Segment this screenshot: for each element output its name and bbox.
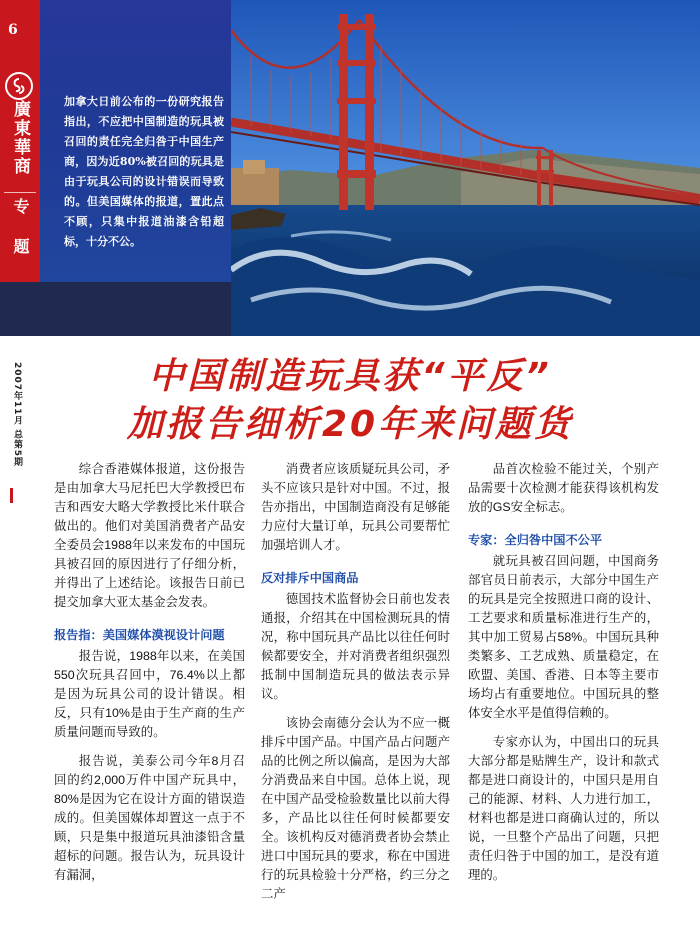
header-dark-band [0, 282, 231, 336]
paragraph: 品首次检验不能过关，个别产品需要十次检测才能获得该机构发放的GS安全标志。 [468, 462, 659, 514]
headline-line-1: 中国制造玩具获“平反” [148, 356, 552, 397]
magazine-logo-icon [5, 72, 33, 100]
page-number: 6 [8, 22, 18, 38]
paragraph: 专家亦认为，中国出口的玩具大部分都是贴牌生产，设计和款式都是进口商设计的，中国只是用自己的能源、材料、人力进行加工，材料也都是进口商确认过的，所以说，一旦整个产品出了问题，只把责任归咎于中国的加工，是没有道理的。 [468, 735, 659, 882]
side-marker [10, 488, 13, 503]
section-heading: 专家：全归咎中国不公平 [468, 533, 603, 547]
article-column-2 [261, 460, 450, 904]
paragraph: 报告说，1988年以来，在美国550次玩具召回中，76.4%以上都是因为玩具公司的设计错误。相反，只有10%是由于生产商的生产质量问题而导致的。 [54, 649, 245, 739]
magazine-name: 廣東華商 [10, 100, 30, 176]
golden-gate-bridge-photo [231, 0, 700, 336]
paragraph: 该协会南德分会认为不应一概排斥中国产品。中国产品占问题产品的比例之所以偏高，是因为大部分消费品来自中国。总体上说，现在中国产品受检验数量比以前大得多，产品比以往任何时候都要安全。该机构反对德消费者协会禁止进口中国玩具的要求，称在中国进行的玩具检验十分严格，约三分之二产 [261, 716, 450, 901]
strip-divider [4, 192, 36, 193]
paragraph: 德国技术监督协会日前也发表通报，介绍其在中国检测玩具的情况，称中国玩具产品比以往任何时候都要安全，并对消费者组织强烈抵制中国制造玩具的做法表示异议。 [261, 592, 450, 701]
headline-line-2: 加报告细析20年来问题货 [126, 404, 574, 445]
paragraph: 报告说，美泰公司今年8月召回的约2,000万件中国产玩具中，80%是因为它在设计方面的错误造成的。但美国媒体却置这一点于不顾，只是集中报道玩具油漆铅含量超标的问题。报告认为，玩具设计有漏洞， [54, 754, 245, 882]
issue-date-meta: 2007年11月 总第5期 [12, 362, 22, 467]
paragraph: 就玩具被召回问题，中国商务部官员日前表示，大部分中国生产的玩具是完全按照进口商的设计、工艺要求和质量标准进行生产的，其中加工贸易占58%。中国玩具种类繁多、工艺成熟、质量稳定，在欧盟、美国、香港、日本等主要市场均占有重要地位。中国玩具的整体安全水平是值得信赖的。 [468, 554, 659, 720]
paragraph: 综合香港媒体报道，这份报告是由加拿大马尼托巴大学教授巴布吉和西安大略大学教授比米什联合做出的。他们对美国消费者产品安全委员会1988年以来发布的中国玩具被召回的原因进行了仔细分析，并得出了上述结论。该报告日前已提交加拿大亚太基金会发表。 [54, 462, 245, 609]
article-column-3 [468, 460, 659, 885]
column-tag: 专题 [11, 198, 30, 278]
section-heading: 报告指：美国媒体漠视设计问题 [54, 628, 225, 642]
article-column-1 [54, 460, 245, 885]
section-heading: 反对排斥中国商品 [261, 571, 359, 585]
paragraph: 消费者应该质疑玩具公司，矛头不应该只是针对中国。不过，报告亦指出，中国制造商没有足够能力应付大量订单，玩具公司要帮忙加强培训人才。 [261, 462, 450, 552]
intro-summary: 加拿大日前公布的一份研究报告指出，不应把中国制造的玩具被召回的责任完全归咎于中国生产商，因为近80%被召回的玩具是由于玩具公司的设计错误而导致的。但美国媒体的报道，置此点不顾，只集中报道油漆含铅超标，十分不公。 [64, 95, 224, 248]
